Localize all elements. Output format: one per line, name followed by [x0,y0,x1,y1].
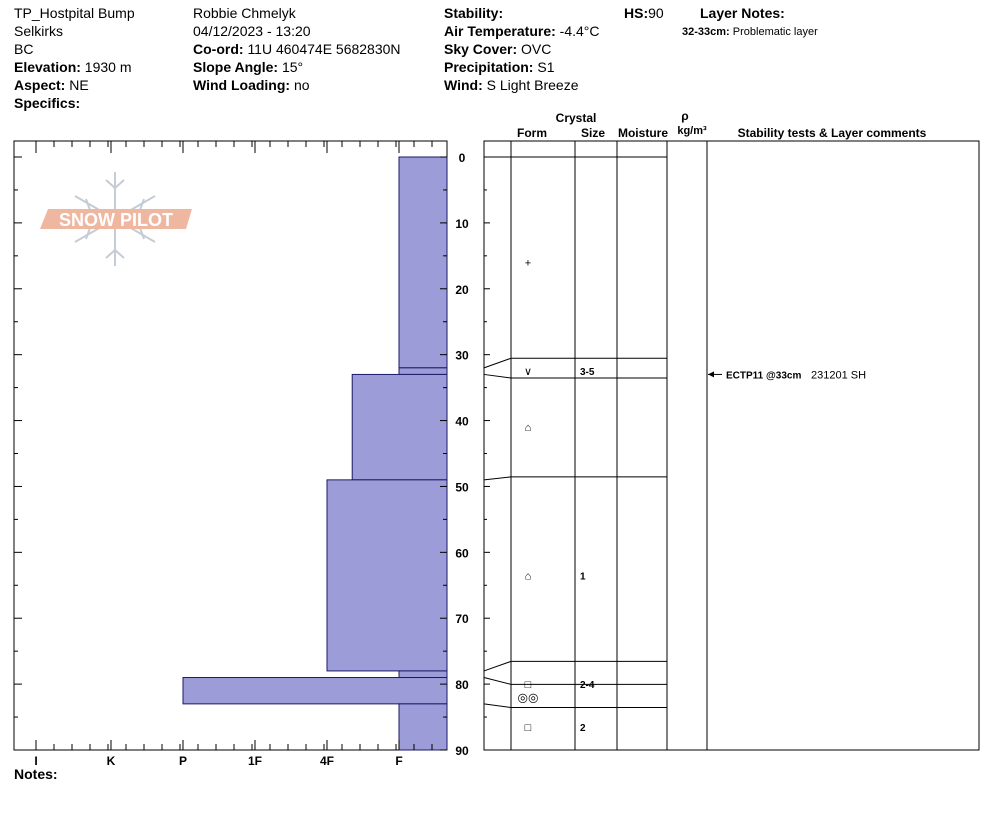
depth-tick-label: 90 [455,744,469,758]
crystal-form-icon: ⌂ [524,570,532,583]
depth-tick-label: 30 [455,348,469,363]
stability-label: Stability: [444,5,504,21]
crystal-form-icon: ◎◎ [517,690,539,705]
wind-loading-value: no [293,77,310,93]
crystal-header: Crystal [555,111,597,125]
test-comment: 231201 SH [811,369,867,382]
depth-tick-label: 10 [455,216,469,231]
depth-tick-label: 0 [458,151,466,165]
hardness-tick-label: I [34,754,38,768]
precip-label: Precipitation: [444,59,534,75]
wind-loading-label: Wind Loading: [193,77,291,93]
hardness-bars [183,157,447,750]
logo-text: SNOW PILOT [59,210,173,230]
specifics-label: Specifics: [14,95,81,111]
crystal-form-icon: □ [524,721,532,734]
hardness-tick-label: F [395,754,403,768]
layer-notes-title-text: Layer Notes: [700,5,785,21]
stability-comments-header: Stability tests & Layer comments [737,126,927,140]
hardness-tick-label: P [178,754,188,768]
crystal-size-label: 2 [580,722,586,734]
stability-tests [708,369,866,381]
sky-value: OVC [521,41,552,57]
crystal-form-icon: + [524,257,532,270]
crystal-size-label: 2-4 [580,680,595,692]
layer-table-frame [484,141,979,750]
crystal-size-label: 1 [580,571,586,583]
elevation-value: 1930 m [84,59,132,75]
slope-label: Slope Angle: [193,59,279,75]
moisture-header: Moisture [617,126,669,140]
crystal-form-icon: □ [524,679,532,692]
crystal-form-icon: ∨ [523,366,533,379]
layer-note-text: Problematic layer [732,26,818,38]
test-arrowhead [708,371,714,377]
depth-tick-label: 70 [455,612,469,627]
aspect-value: NE [69,77,89,93]
depth-tick-label: 60 [455,546,469,561]
hardness-tick-label: 1F [247,754,263,768]
hardness-bar-3 [327,480,447,671]
hardness-bar-0 [399,157,447,368]
crystal-size-label: 3-5 [580,367,595,379]
elevation-label: Elevation: [14,59,81,75]
layer-table-columns [484,141,707,750]
site-province: BC [14,41,34,57]
air-temp-value: -4.4°C [559,23,600,39]
layer-note-depth: 32-33cm: [682,26,730,38]
crystal-form-icon: ⌂ [524,422,532,435]
hs-value: 90 [648,5,664,21]
slope-value: 15° [281,59,304,75]
sky-label: Sky Cover: [444,41,518,57]
site-range: Selkirks [14,23,64,39]
wind-value: S Light Breeze [486,77,579,93]
wind-label: Wind: [444,77,483,93]
air-temp-label: Air Temperature: [444,23,556,39]
aspect-label: Aspect: [14,77,66,93]
hardness-bar-5 [183,678,447,704]
coord-label: Co-ord: [193,41,244,57]
hardness-tick-label: 4F [319,754,335,768]
observation-datetime: 04/12/2023 - 13:20 [193,23,311,39]
rho-header: ρ [681,109,689,123]
test-label: ECTP11 @33cm [726,370,802,382]
depth-tick-label: 50 [455,480,469,495]
precip-value: S1 [537,59,555,75]
form-header: Form [517,126,547,140]
site-name: TP_Hostpital Bump [14,5,135,21]
hs-label: HS: [624,5,649,21]
coord-value: 11U 460474E 5682830N [247,41,401,57]
depth-tick-label: 40 [455,414,469,429]
hardness-bar-1 [399,368,447,375]
hardness-tick-label: K [106,754,116,768]
density-unit-header: kg/m³ [677,125,707,137]
hardness-bar-6 [399,704,447,750]
snowpilot-logo [40,172,192,266]
depth-tick-label: 80 [455,678,469,693]
notes-label: Notes: [14,766,58,782]
depth-tick-label: 20 [455,282,469,297]
hardness-bar-4 [399,671,447,678]
hardness-bar-2 [352,374,447,479]
size-header: Size [580,126,606,140]
observer-name: Robbie Chmelyk [193,5,296,21]
